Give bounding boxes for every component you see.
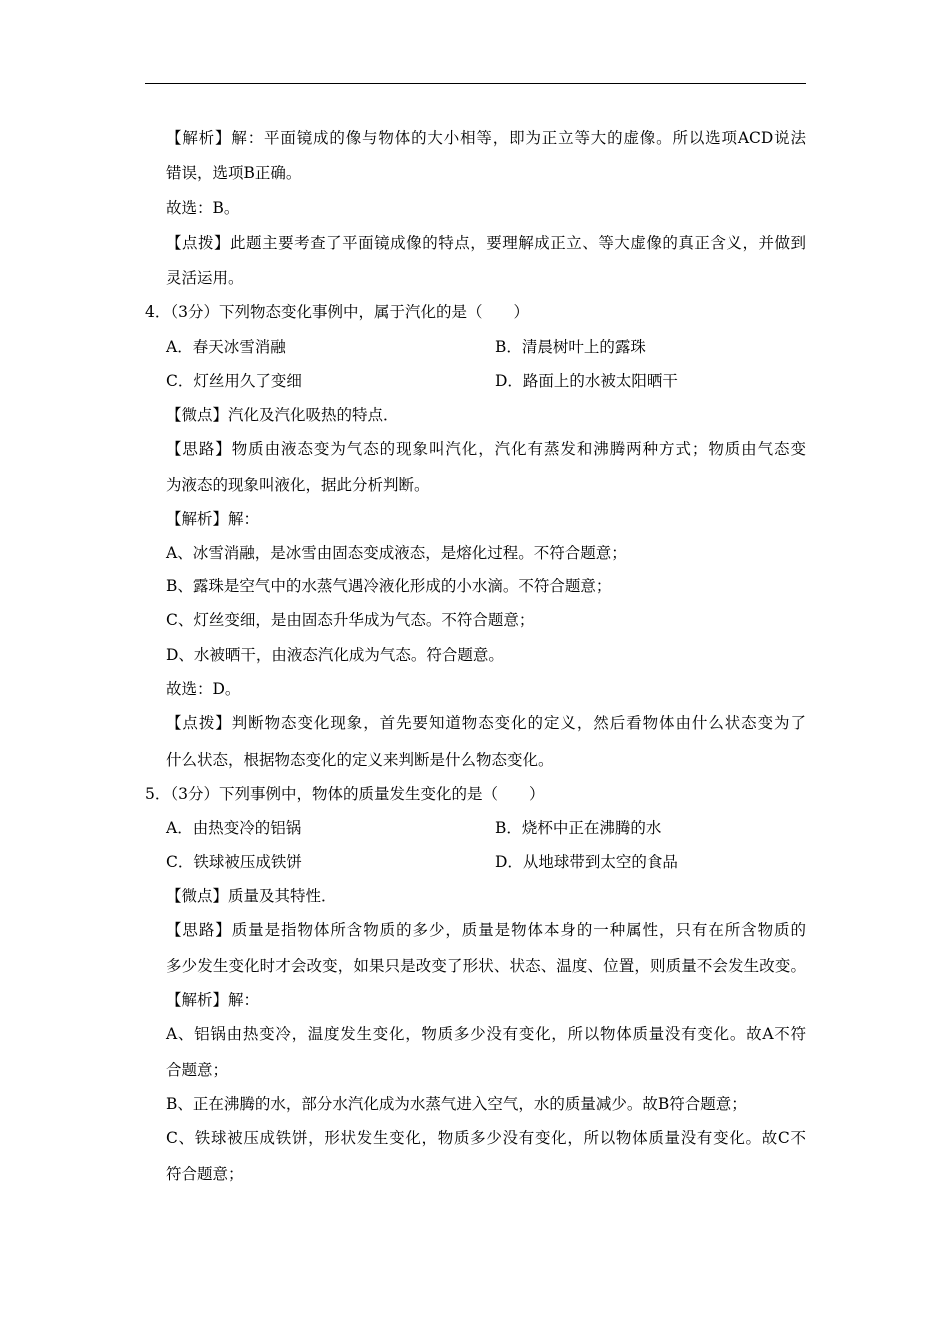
q4-tip-line2: 什么状态，根据物态变化的定义来判断是什么物态变化。 xyxy=(166,751,554,769)
q5-idea-line2: 多少发生变化时才会改变，如果只是改变了形状、状态、温度、位置，则质量不会发生改变。 xyxy=(166,957,806,975)
prev-analysis-line1: 【解析】解：平面镜成的像与物体的大小相等，即为正立等大的虚像。所以选项ACD说法 xyxy=(166,129,806,147)
q4-analysis-d: D、水被晒干，由液态汽化成为气态。符合题意。 xyxy=(166,646,504,664)
prev-tip-line1: 【点拨】此题主要考查了平面镜成像的特点，要理解成正立、等大虚像的真正含义，并做到 xyxy=(166,234,806,252)
q4-analysis-b: B、露珠是空气中的水蒸气遇冷液化形成的小水滴。不符合题意； xyxy=(166,577,612,595)
q4-option-b: B．清晨树叶上的露珠 xyxy=(495,338,646,356)
q4-point: 【微点】汽化及汽化吸热的特点． xyxy=(166,406,399,424)
q5-option-d: D．从地球带到太空的食品 xyxy=(495,853,678,871)
q5-stem: 5．（3分）下列事例中，物体的质量发生变化的是（ ） xyxy=(145,785,545,803)
q5-analysis-head: 【解析】解： xyxy=(166,991,260,1009)
prev-analysis-line2: 错误，选项B正确。 xyxy=(166,164,302,182)
header-rule xyxy=(145,83,806,84)
q4-answer: 故选：D。 xyxy=(166,680,241,698)
q5-option-b: B．烧杯中正在沸腾的水 xyxy=(495,819,662,837)
prev-answer: 故选：B。 xyxy=(166,199,240,217)
q4-analysis-c: C、灯丝变细，是由固态升华成为气态。不符合题意； xyxy=(166,611,535,629)
q4-analysis-head: 【解析】解： xyxy=(166,510,260,528)
q5-analysis-a-line2: 合题意； xyxy=(166,1061,229,1079)
q5-idea-line1: 【思路】质量是指物体所含物质的多少，质量是物体本身的一种属性，只有在所含物质的 xyxy=(166,921,806,939)
q5-point: 【微点】质量及其特性． xyxy=(166,887,337,905)
q4-analysis-a: A、冰雪消融，是冰雪由固态变成液态，是熔化过程。不符合题意； xyxy=(166,544,627,562)
prev-tip-line2: 灵活运用。 xyxy=(166,269,244,287)
q4-tip-line1: 【点拨】判断物态变化现象，首先要知道物态变化的定义，然后看物体由什么状态变为了 xyxy=(166,714,806,732)
q4-option-c: C．灯丝用久了变细 xyxy=(166,372,302,390)
q4-stem: 4．（3分）下列物态变化事例中，属于汽化的是（ ） xyxy=(145,303,529,321)
q5-option-a: A．由热变冷的铝锅 xyxy=(166,819,302,837)
q4-option-d: D．路面上的水被太阳晒干 xyxy=(495,372,678,390)
q5-analysis-a-line1: A、铝锅由热变冷，温度发生变化，物质多少没有变化，所以物体质量没有变化。故A不符 xyxy=(166,1025,806,1043)
q5-option-c: C．铁球被压成铁饼 xyxy=(166,853,302,871)
q4-option-a: A．春天冰雪消融 xyxy=(166,338,286,356)
q5-analysis-c-line2: 符合题意； xyxy=(166,1165,244,1183)
q5-analysis-c-line1: C、铁球被压成铁饼，形状发生变化，物质多少没有变化，所以物体质量没有变化。故C不 xyxy=(166,1129,806,1147)
q4-idea-line1: 【思路】物质由液态变为气态的现象叫汽化，汽化有蒸发和沸腾两种方式；物质由气态变 xyxy=(166,440,806,458)
q4-idea-line2: 为液态的现象叫液化，据此分析判断。 xyxy=(166,476,430,494)
q5-analysis-b: B、正在沸腾的水，部分水汽化成为水蒸气进入空气，水的质量减少。故B符合题意； xyxy=(166,1095,747,1113)
